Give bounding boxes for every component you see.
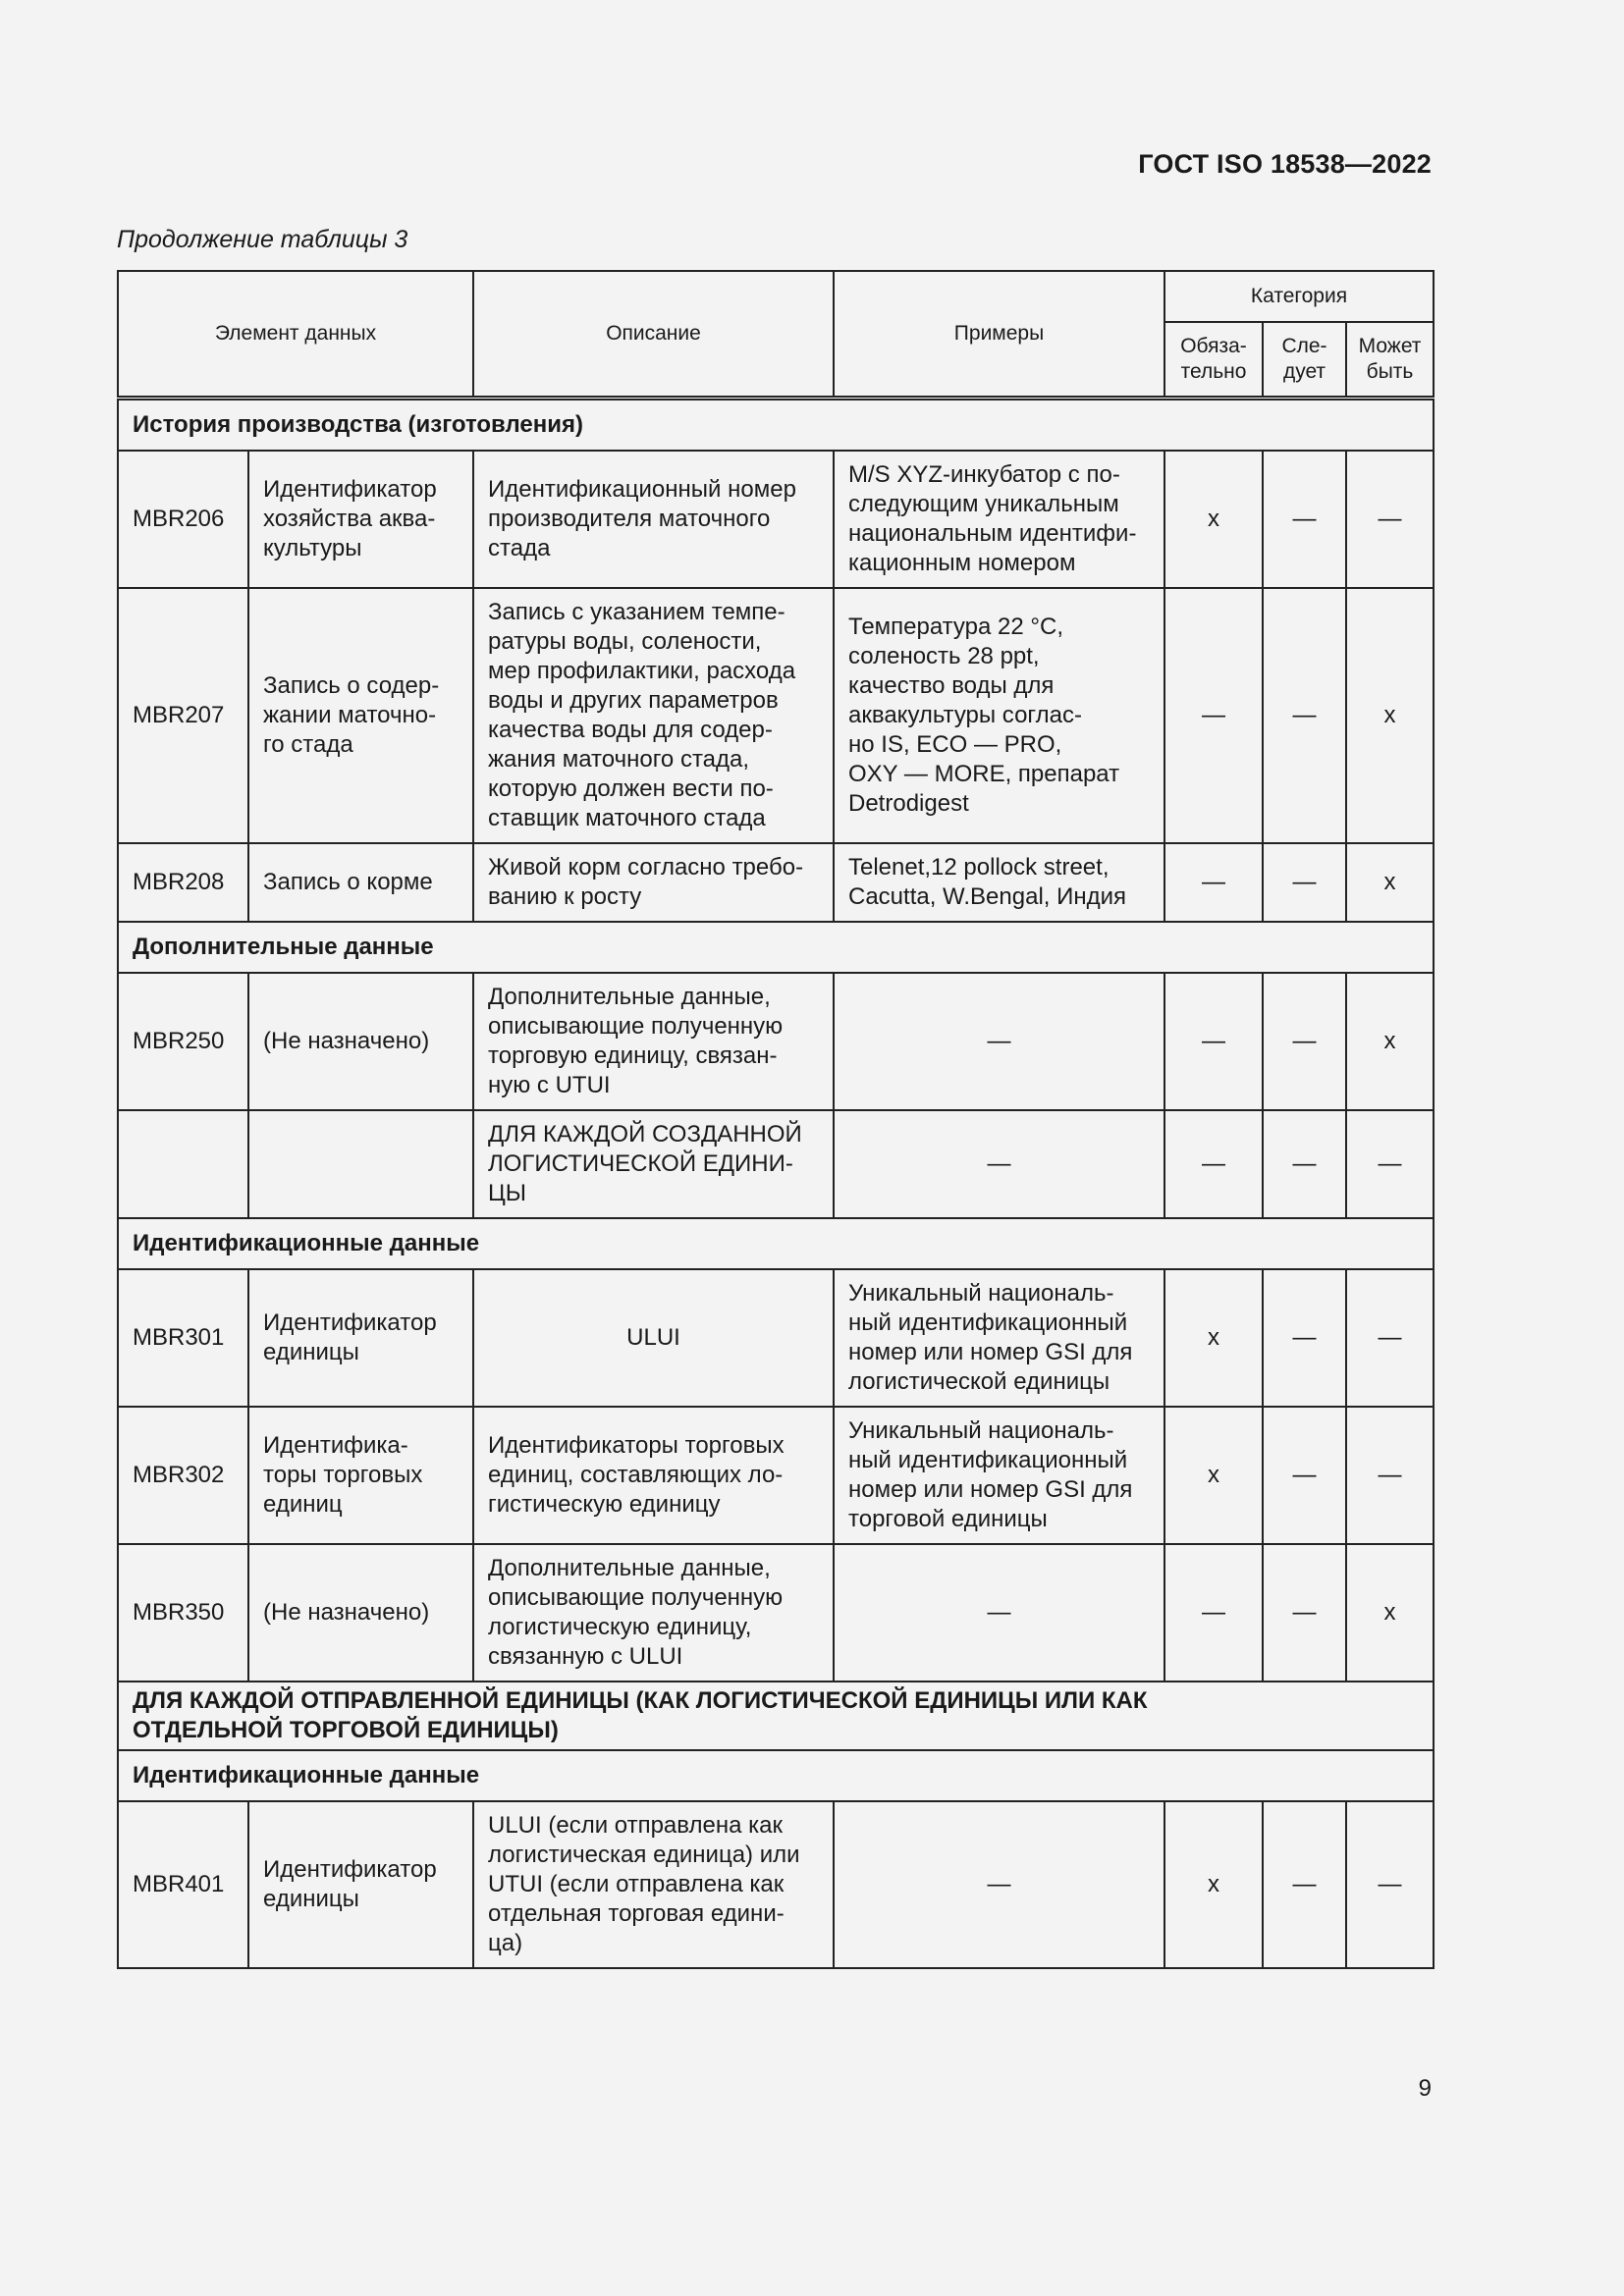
column-header-element: Элемент данных (118, 271, 473, 399)
element-description: Дополнительные данные, описывающие полученную торговую единицу, связан- ную с UTUI (473, 973, 834, 1110)
element-name: Идентификатор единицы (248, 1801, 473, 1968)
column-header-may: Может быть (1346, 322, 1434, 399)
category-required: — (1164, 588, 1263, 843)
element-code: MBR401 (118, 1801, 248, 1968)
element-name: (Не назначено) (248, 1544, 473, 1682)
table-row (118, 1544, 1434, 1682)
category-required: x (1164, 451, 1263, 588)
category-may: x (1346, 1544, 1434, 1682)
category-required: — (1164, 843, 1263, 922)
element-description: ДЛЯ КАЖДОЙ СОЗДАННОЙ ЛОГИСТИЧЕСКОЙ ЕДИНИ- ЦЫ (473, 1110, 834, 1218)
element-description: Запись с указанием темпе- ратуры воды, солености, мер профилактики, расхода воды и других параметров качества воды для содер- жания маточного стада, которую должен вести по- ставщик маточного стада (473, 588, 834, 843)
element-description: ULUI (473, 1269, 834, 1407)
element-name: Запись о корме (248, 843, 473, 922)
section-title: Идентификационные данные (118, 1218, 1434, 1269)
table-row (118, 1110, 1434, 1218)
element-example: — (834, 973, 1164, 1110)
table-caption: Продолжение таблицы 3 (117, 226, 408, 253)
category-should: — (1263, 973, 1346, 1110)
section-row (118, 922, 1434, 973)
element-example: Уникальный националь- ный идентификационный номер или номер GSI для логистической единицы (834, 1269, 1164, 1407)
section-row (118, 1682, 1434, 1750)
document-id: ГОСТ ISO 18538—2022 (1138, 149, 1432, 179)
category-may: x (1346, 973, 1434, 1110)
section-row (118, 399, 1434, 452)
table-row (118, 451, 1434, 588)
element-description: Дополнительные данные, описывающие полученную логистическую единицу, связанную с ULUI (473, 1544, 834, 1682)
element-code: MBR302 (118, 1407, 248, 1544)
category-may: x (1346, 843, 1434, 922)
element-example: — (834, 1544, 1164, 1682)
section-row (118, 1218, 1434, 1269)
category-required: — (1164, 973, 1263, 1110)
element-example: — (834, 1110, 1164, 1218)
element-description: Идентификаторы торговых единиц, составляющих ло- гистическую единицу (473, 1407, 834, 1544)
element-example: Температура 22 °С, соленость 28 ppt, качество воды для аквакультуры соглас- но IS, ECO — PRO, OXY — MORE, препарат Detrodigest (834, 588, 1164, 843)
element-code: MBR301 (118, 1269, 248, 1407)
category-should: — (1263, 1110, 1346, 1218)
table-row (118, 1269, 1434, 1407)
column-header-examples: Примеры (834, 271, 1164, 399)
page-number: 9 (1418, 2075, 1432, 2102)
category-should: — (1263, 1801, 1346, 1968)
element-name: (Не назначено) (248, 973, 473, 1110)
column-header-should: Сле- дует (1263, 322, 1346, 399)
category-should: — (1263, 1544, 1346, 1682)
column-header-category: Категория (1164, 271, 1434, 322)
category-required: — (1164, 1110, 1263, 1218)
element-code: MBR206 (118, 451, 248, 588)
category-may: — (1346, 1269, 1434, 1407)
element-code: MBR207 (118, 588, 248, 843)
element-description: Живой корм согласно требо- ванию к росту (473, 843, 834, 922)
element-code: MBR208 (118, 843, 248, 922)
section-title: ДЛЯ КАЖДОЙ ОТПРАВЛЕННОЙ ЕДИНИЦЫ (КАК ЛОГИСТИЧЕСКОЙ ЕДИНИЦЫ ИЛИ КАК ОТДЕЛЬНОЙ ТОРГОВОЙ ЕДИНИЦЫ) (118, 1682, 1434, 1750)
category-may: — (1346, 1407, 1434, 1544)
element-name: Идентифика- торы торговых единиц (248, 1407, 473, 1544)
section-title: Идентификационные данные (118, 1750, 1434, 1801)
element-name: Идентификатор хозяйства аква- культуры (248, 451, 473, 588)
category-should: — (1263, 1269, 1346, 1407)
category-required: x (1164, 1801, 1263, 1968)
table-row (118, 1801, 1434, 1968)
category-should: — (1263, 451, 1346, 588)
element-example: M/S XYZ-инкубатор с по- следующим уникальным национальным идентифи- кационным номером (834, 451, 1164, 588)
category-should: — (1263, 588, 1346, 843)
section-title: История производства (изготовления) (118, 399, 1434, 452)
element-description: Идентификационный номер производителя маточного стада (473, 451, 834, 588)
category-may: — (1346, 1801, 1434, 1968)
category-required: x (1164, 1269, 1263, 1407)
section-title: Дополнительные данные (118, 922, 1434, 973)
element-code (118, 1110, 248, 1218)
element-name (248, 1110, 473, 1218)
table-header (118, 271, 1434, 399)
data-elements-table (117, 270, 1435, 1969)
category-required: — (1164, 1544, 1263, 1682)
element-name: Идентификатор единицы (248, 1269, 473, 1407)
element-code: MBR250 (118, 973, 248, 1110)
category-may: — (1346, 1110, 1434, 1218)
section-row (118, 1750, 1434, 1801)
category-may: x (1346, 588, 1434, 843)
column-header-required: Обяза- тельно (1164, 322, 1263, 399)
table-body (118, 399, 1434, 1969)
table-row (118, 588, 1434, 843)
element-example: — (834, 1801, 1164, 1968)
category-should: — (1263, 1407, 1346, 1544)
element-example: Telenet,12 pollock street, Cacutta, W.Bengal, Индия (834, 843, 1164, 922)
element-name: Запись о содер- жании маточно- го стада (248, 588, 473, 843)
category-may: — (1346, 451, 1434, 588)
table-row (118, 843, 1434, 922)
element-code: MBR350 (118, 1544, 248, 1682)
category-required: x (1164, 1407, 1263, 1544)
category-should: — (1263, 843, 1346, 922)
table-row (118, 1407, 1434, 1544)
column-header-description: Описание (473, 271, 834, 399)
table-row (118, 973, 1434, 1110)
element-description: ULUI (если отправлена как логистическая единица) или UTUI (если отправлена как отдельная торговая едини- ца) (473, 1801, 834, 1968)
element-example: Уникальный националь- ный идентификационный номер или номер GSI для торговой единицы (834, 1407, 1164, 1544)
